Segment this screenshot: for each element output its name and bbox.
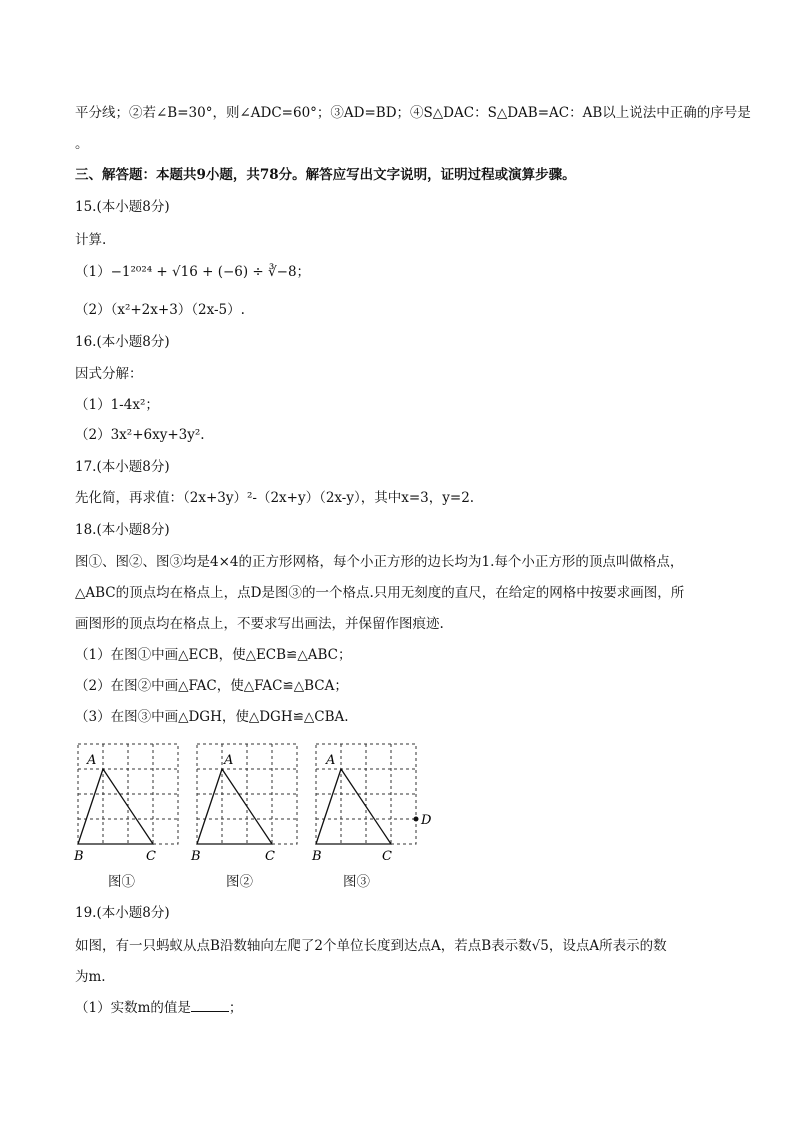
question-19-body-2: 为m. [75, 969, 106, 985]
question-19-body-1: 如图，有一只蚂蚁从点B沿数轴向左爬了2个单位长度到达点A，若点B表示数√5，设点A所表示的数 [75, 938, 667, 954]
label-d: D [421, 813, 432, 828]
answer-blank [191, 999, 229, 1012]
figure-2-caption: 图② [226, 874, 253, 890]
question-19-part-1-text: （1）实数m的值是 [75, 1000, 191, 1016]
figure-3-caption: 图③ [343, 874, 370, 890]
question-16-part-2: （2）3x²+6xy+3y². [75, 427, 205, 443]
point-d [414, 817, 419, 822]
question-19-part-1-end: ； [228, 1000, 243, 1016]
figure-2 [191, 742, 311, 866]
label-c: C [146, 849, 156, 864]
grid-figure-2 [191, 742, 311, 862]
figure-3 [310, 742, 440, 866]
question-15-heading: 15.(本小题8分) [75, 199, 170, 215]
question-18-heading: 18.(本小题8分) [75, 522, 170, 538]
label-b: B [74, 849, 84, 864]
text-line-1: 平分线；②若∠B=30°，则∠ADC=60°；③AD=BD；④S△DAC：S△DAB=AC：AB以上说法中正确的序号是 [75, 105, 751, 121]
label-b: B [312, 849, 322, 864]
question-18-part-2: （2）在图②中画△FAC，使△FAC≌△BCA； [75, 678, 348, 694]
label-b: B [191, 849, 201, 864]
question-16-heading: 16.(本小题8分) [75, 334, 170, 350]
label-c: C [265, 849, 275, 864]
label-c: C [382, 849, 392, 864]
question-18-body-1: 图①、图②、图③均是4×4的正方形网格，每个小正方形的边长均为1.每个小正方形的顶点叫做格点， [75, 554, 684, 570]
question-16-instruction: 因式分解： [75, 366, 143, 382]
triangle-abc [197, 769, 272, 844]
grid-figure-3 [310, 742, 440, 862]
figure-1-caption: 图① [108, 874, 135, 890]
figure-1 [72, 742, 192, 866]
question-17-heading: 17.(本小题8分) [75, 459, 170, 475]
text-line-2: 。 [75, 136, 89, 152]
question-16-part-1: （1）1-4x²； [75, 397, 159, 413]
question-15-part-1: （1）−1²⁰²⁴ + √16 + (−6) ÷ ∛−8； [75, 264, 311, 280]
label-a: A [326, 753, 336, 768]
question-18-part-1: （1）在图①中画△ECB，使△ECB≌△ABC； [75, 647, 352, 663]
question-19-heading: 19.(本小题8分) [75, 905, 170, 921]
question-18-body-2: △ABC的顶点均在格点上，点D是图③的一个格点.只用无刻度的直尺，在给定的网格中按要求画图，所 [75, 585, 685, 601]
triangle-abc [78, 769, 153, 844]
question-17-body: 先化简，再求值：（2x+3y）²-（2x+y）（2x-y），其中x=3，y=2. [75, 490, 475, 506]
triangle-abc [316, 769, 391, 844]
question-18-body-3: 画图形的顶点均在格点上，不要求写出画法，并保留作图痕迹. [75, 616, 444, 632]
question-15-part-2: （2）（x²+2x+3）（2x-5）. [75, 302, 245, 318]
question-18-part-3: （3）在图③中画△DGH，使△DGH≌△CBA. [75, 709, 349, 725]
question-19-part-1 [75, 999, 242, 1017]
grid-figure-1 [72, 742, 192, 862]
section-heading: 三、解答题：本题共9小题，共78分。解答应写出文字说明，证明过程或演算步骤。 [75, 167, 576, 183]
question-15-instruction: 计算. [75, 232, 107, 248]
label-a: A [224, 753, 234, 768]
label-a: A [87, 753, 97, 768]
